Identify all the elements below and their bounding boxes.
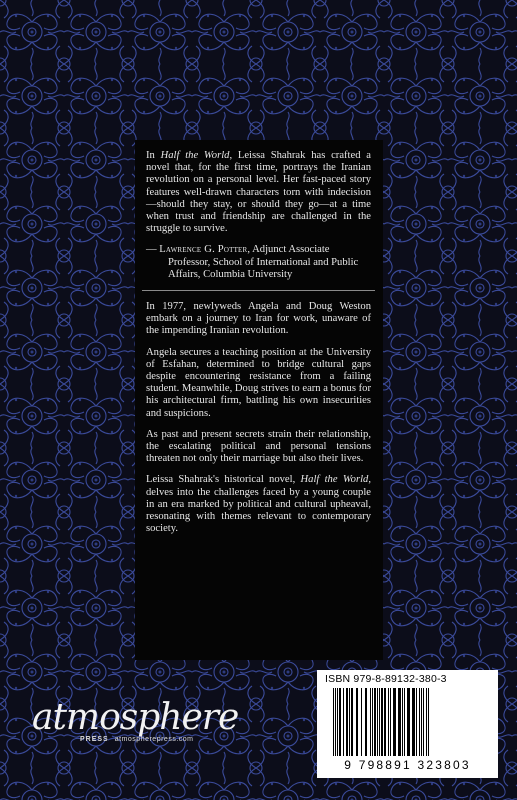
barcode-bar bbox=[388, 688, 389, 756]
barcode-bar bbox=[335, 688, 336, 756]
publisher-logo bbox=[32, 697, 239, 743]
barcode-bar bbox=[333, 688, 334, 756]
barcode-bar bbox=[412, 688, 415, 756]
barcode-bar bbox=[372, 688, 373, 756]
publisher-press-label: PRESS bbox=[80, 736, 109, 743]
barcode-bar bbox=[416, 688, 417, 756]
isbn-label: ISBN 979-8-89132-380-3 bbox=[325, 673, 447, 685]
praise-section bbox=[146, 150, 371, 235]
barcode-bar bbox=[374, 688, 376, 756]
barcode-bar bbox=[365, 688, 367, 756]
synopsis-paragraph bbox=[146, 301, 371, 338]
endorser-title: , Adjunct Associate Professor, School of International and Public Affairs, Columbia University bbox=[168, 244, 359, 280]
publisher-logo-sub bbox=[80, 736, 212, 743]
paragraph-text: , delves into the challenges faced by a young couple in an era marked by political and cultural upheaval, resonating with themes relevant to contemporary society. bbox=[146, 474, 371, 535]
endorser-name: Lawrence G. Potter bbox=[159, 244, 248, 256]
barcode-image bbox=[331, 688, 483, 758]
synopsis-section bbox=[146, 301, 371, 535]
barcode-bar bbox=[419, 688, 420, 756]
paragraph-text: In bbox=[146, 150, 161, 161]
barcode-bar bbox=[346, 688, 348, 756]
barcode-bar bbox=[377, 688, 378, 756]
barcode-bar bbox=[428, 688, 429, 756]
barcode-bar bbox=[381, 688, 383, 756]
barcode-bar bbox=[349, 688, 350, 756]
section-divider bbox=[142, 290, 375, 291]
barcode-bar bbox=[404, 688, 405, 756]
barcode-bar bbox=[339, 688, 341, 756]
barcode-bar bbox=[421, 688, 422, 756]
barcode-bar bbox=[343, 688, 344, 756]
back-cover-text bbox=[146, 150, 371, 544]
barcode-digits: 9 798891 323803 bbox=[344, 758, 471, 772]
barcode-bar bbox=[337, 688, 338, 756]
paragraph-text: , Leissa Shahrak has crafted a novel that, for the first time, portrays the Iranian revolution on a personal level. Her fast-paced story features well-drawn characters torn with indecision—should they stay, or should they go—at a time when trust and friendship are challenged in the struggle to survive. bbox=[146, 150, 371, 235]
praise-paragraph bbox=[146, 150, 371, 235]
paragraph-text: In 1977, newlyweds Angela and Doug Weston embark on a journey to Iran for work, unaware of the impending Iranian revolution. bbox=[146, 301, 371, 337]
synopsis-paragraph bbox=[146, 347, 371, 420]
barcode-bar bbox=[398, 688, 401, 756]
barcode-bar bbox=[390, 688, 391, 756]
publisher-website: atmospherepress.com bbox=[114, 736, 194, 743]
barcode-bar bbox=[361, 688, 362, 756]
barcode-bar bbox=[379, 688, 380, 756]
barcode-bar bbox=[423, 688, 424, 756]
barcode-bar bbox=[426, 688, 427, 756]
paragraph-text: Angela secures a teaching position at the University of Esfahan, determined to bridge cultural gaps despite encountering resistance from a failing student. Meanwhile, Doug strives to earn a bonus for his architectural firm, battling his own insecurities and suspicions. bbox=[146, 346, 371, 419]
endorsement-attribution bbox=[146, 244, 371, 281]
paragraph-text: Leissa Shahrak's historical novel, bbox=[146, 474, 301, 486]
barcode-bar bbox=[351, 688, 353, 756]
publisher-logo-wordmark: atmosphere bbox=[32, 697, 239, 738]
synopsis-paragraph bbox=[146, 429, 371, 466]
barcode-bar bbox=[370, 688, 371, 756]
barcode-bar bbox=[393, 688, 396, 756]
barcode-bar bbox=[402, 688, 403, 756]
barcode-bar bbox=[356, 688, 358, 756]
book-title-italic: Half the World bbox=[160, 150, 230, 161]
synopsis-paragraph bbox=[146, 474, 371, 535]
paragraph-text: As past and present secrets strain their relationship, the escalating political and personal tensions threaten not only their marriage but also their lives. bbox=[146, 428, 371, 465]
endorsement-dash: — bbox=[146, 244, 160, 256]
isbn-barcode-box bbox=[317, 670, 498, 778]
barcode-bar bbox=[407, 688, 410, 756]
barcode-bar bbox=[384, 688, 386, 756]
book-title-italic: Half the World bbox=[300, 474, 369, 486]
